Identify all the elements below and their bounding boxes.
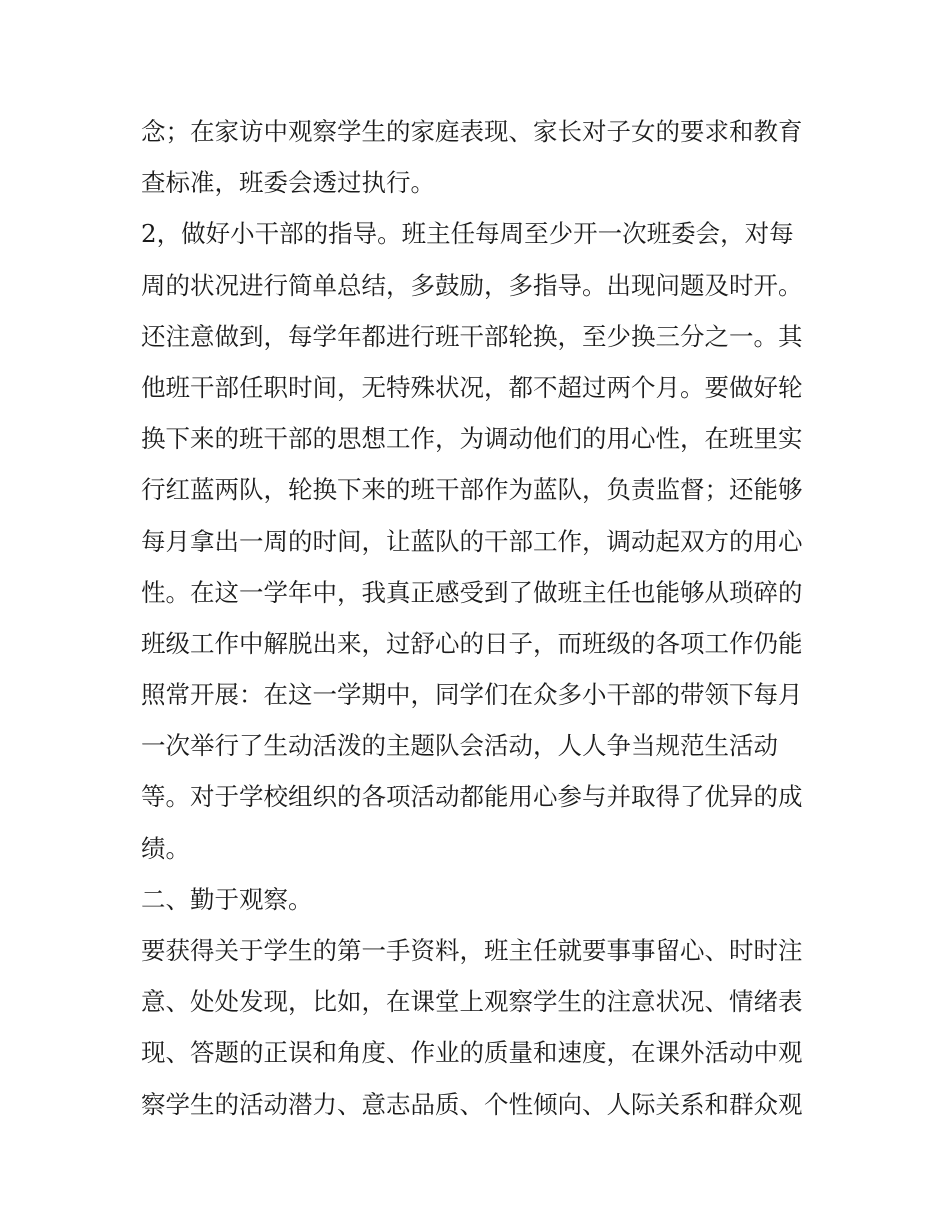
text-line: 一次举行了生动活泼的主题队会活动，人人争当规范生活动 [141,731,778,761]
text-line: 意、处处发现，比如，在课堂上观察学生的注意状况、情绪表 [141,987,803,1017]
text-line: 现、答题的正误和角度、作业的质量和速度，在课外活动中观 [141,1038,803,1068]
text-line: 2，做好小干部的指导。班主任每周至少开一次班委会，对每 [141,219,794,249]
text-line: 行红蓝两队，轮换下来的班干部作为蓝队，负责监督；还能够 [141,475,803,505]
text-line: 等。对于学校组织的各项活动都能用心参与并取得了优异的成 [141,782,803,812]
text-line: 他班干部任职时间，无特殊状况，都不超过两个月。要做好轮 [141,372,803,402]
text-line: 查标准，班委会透过执行。 [141,168,435,198]
text-line: 周的状况进行简单总结，多鼓励，多指导。出现问题及时开。 [141,270,803,300]
text-line: 班级工作中解脱出来，过舒心的日子，而班级的各项工作仍能 [141,628,803,658]
body-text [141,106,821,1130]
text-line: 察学生的活动潜力、意志品质、个性倾向、人际关系和群众观 [141,1089,803,1119]
text-line: 绩。 [141,833,190,863]
text-line: 还注意做到，每学年都进行班干部轮换，至少换三分之一。其 [141,321,803,351]
text-line: 念；在家访中观察学生的家庭表现、家长对子女的要求和教育 [141,117,803,146]
section-heading: 二、勤于观察。 [141,884,313,914]
text-line: 要获得关于学生的第一手资料，班主任就要事事留心、时时注 [141,936,803,965]
text-line: 照常开展：在这一学期中，同学们在众多小干部的带领下每月 [141,680,803,710]
text-line: 换下来的班干部的思想工作，为调动他们的用心性，在班里实 [141,424,803,454]
text-line: 每月拿出一周的时间，让蓝队的干部工作，调动起双方的用心 [141,526,803,556]
text-line: 性。在这一学年中，我真正感受到了做班主任也能够从琐碎的 [141,577,803,607]
